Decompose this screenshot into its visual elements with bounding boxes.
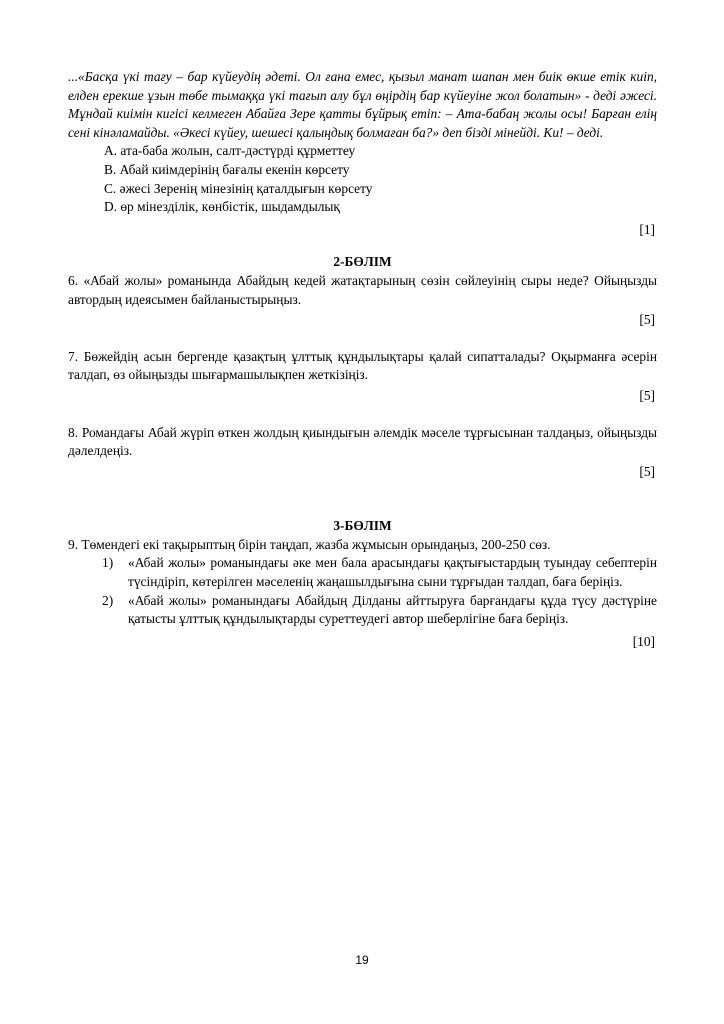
question-7: 7. Бөжейдің асын бергенде қазақтың ұлттық құндылықтары қалай сипатталады? Оқырманға әсерін талдап, өз ойыңызды шығармашылықпен жеткізіңіз. [68, 348, 657, 383]
section-3-title: 3-БӨЛІМ [333, 518, 392, 534]
option-c: C. әжесі Зеренің мінезінің қаталдығын көрсету [104, 180, 373, 196]
quote-text: ...«Басқа үкі тағу – бар күйеудің әдеті. Ол ғана емес, қызыл манат шапан мен биік өкше етік киіп, елден ерекше ұзын төбе тымаққа үкі тағып алу бұл өңірдің бар күйеуіне жол болатын» - деді әжесі. Мұндай киімін кигісі келмеген Абайға Зере қатты бұйрық етіп: – Ата-бабаң жолы осы! Барған елің сені кінәламайды. «Әкесі күйеу, шешесі қалыңдық болмаған ба?» деп бізді мінейді. Ки! – деді. [68, 69, 657, 140]
question-8: 8. Романдағы Абай жүріп өткен жолдың қиындығын әлемдік мәселе тұрғысынан талдаңыз, ойыңызды дәлелдеңіз. [68, 424, 657, 459]
mark-q5: [1] [639, 221, 655, 237]
mark-q8: [5] [639, 463, 655, 479]
topic-list [68, 554, 657, 628]
option-b: B. Абай киімдерінің бағалы екенін көрсету [104, 161, 350, 177]
document-page [68, 68, 657, 651]
topic-text: «Абай жолы» романындағы Абайдың Ділданы айттыруға барғандағы құда түсу дәстүріне қатысты ұлттық құндылықтарды суреттеудегі автор шеберлігіне баға беріңіз. [128, 592, 657, 627]
mark-q7: [5] [639, 387, 655, 403]
option-a: A. ата-баба жолын, салт-дәстүрді құрметтеу [104, 143, 356, 159]
answer-options [68, 142, 657, 216]
topic-number: 2) [102, 592, 114, 608]
quote-passage [68, 68, 657, 142]
option-d: D. өр мінезділік, көнбістік, шыдамдылық [104, 199, 340, 215]
topic-number: 1) [102, 555, 114, 571]
question-9: 9. Төмендегі екі тақырыптың бірін таңдап, жазба жұмысын орындаңыз, 200-250 сөз. [68, 536, 551, 552]
topic-item [68, 592, 657, 629]
mark-q6: [5] [639, 312, 655, 328]
topic-text: «Абай жолы» романындағы әке мен бала арасындағы қақтығыстардың туындау себептерін түсіндіріп, көтерілген мәселенің жаңашылдығына сыни тұрғыдан талдап, баға беріңіз. [128, 555, 657, 590]
mark-q9: [10] [632, 633, 655, 649]
topic-item [68, 554, 657, 591]
question-6: 6. «Абай жолы» романында Абайдың кедей жатақтарының сөзін сөйлеуінің сыры неде? Ойыңызды автордың идеясымен байланыстырыңыз. [68, 272, 657, 307]
section-2-title: 2-БӨЛІМ [333, 254, 392, 270]
page-number: 19 [355, 953, 369, 967]
